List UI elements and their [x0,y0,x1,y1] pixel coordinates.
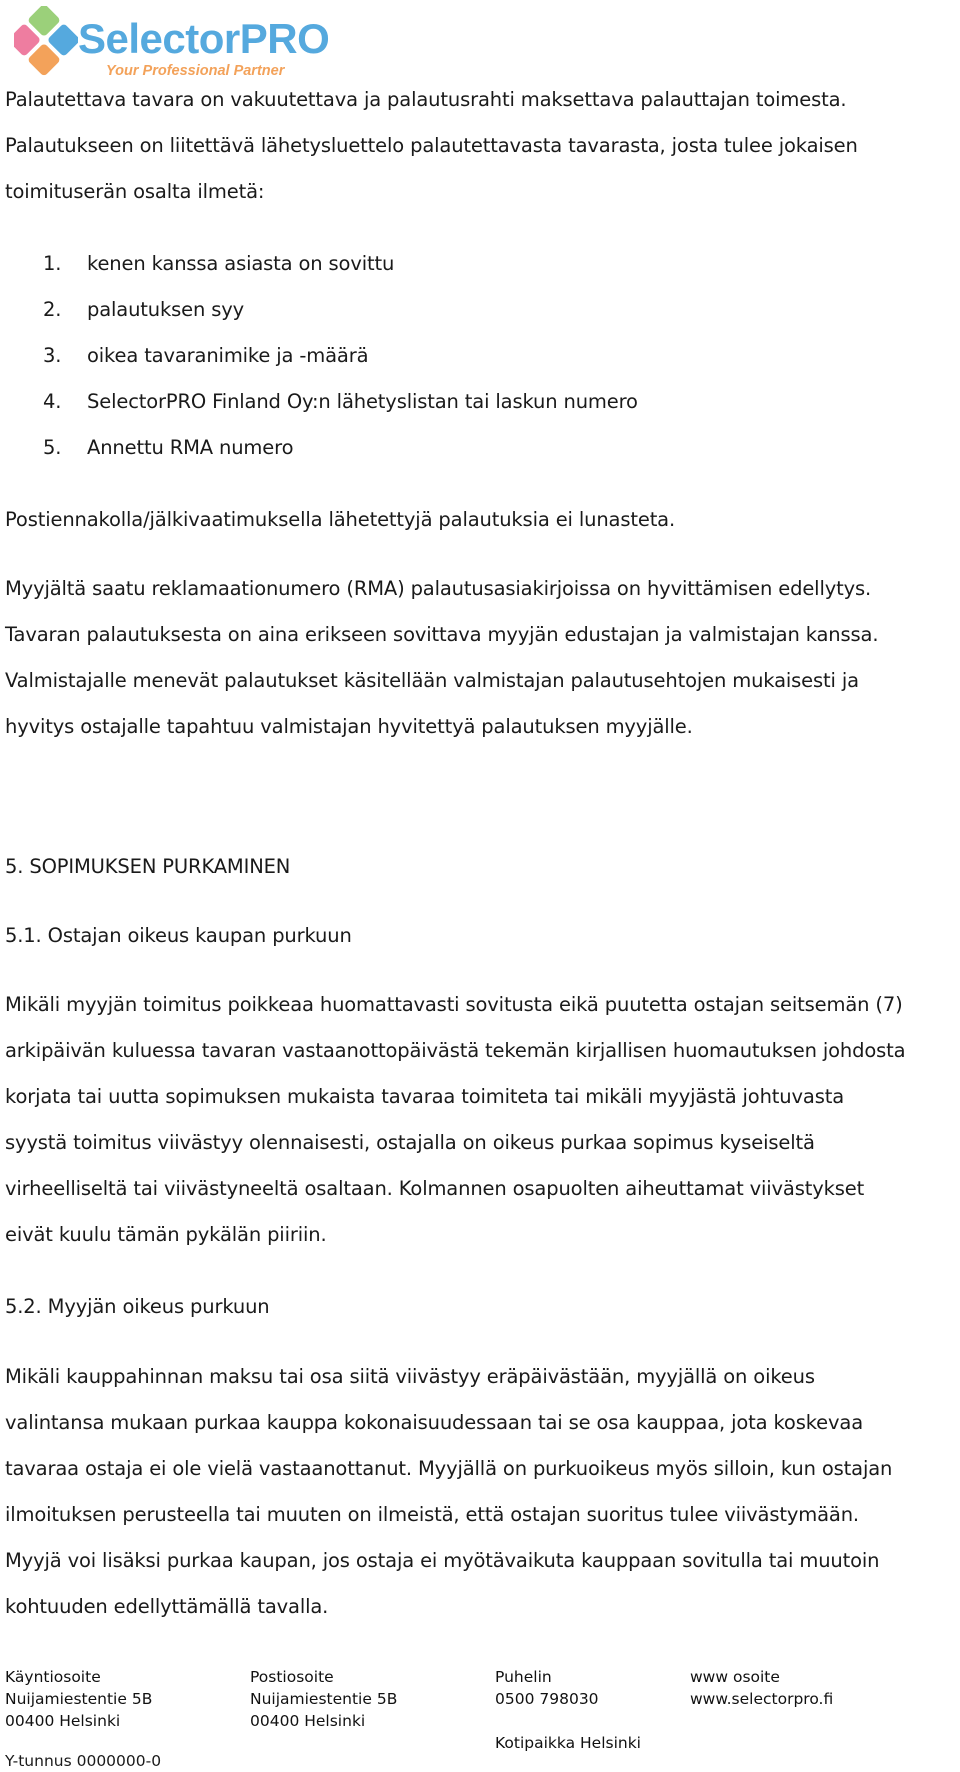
rma-line: Valmistajalle menevät palautukset käsitellään valmistajan palautusehtojen mukaisesti ja [5,669,859,692]
list-item: 2. palautuksen syy [43,298,245,321]
list-item: 4. SelectorPRO Finland Oy:n lähetyslistan tai laskun numero [43,390,638,413]
logo-diamond-icon [14,6,78,76]
section-5-2-body [5,1354,954,1630]
intro-line: toimituserän osalta ilmetä: [5,180,265,203]
footer-value: 00400 Helsinki [250,1712,366,1730]
document-body [5,77,954,215]
section-heading: 5. SOPIMUKSEN PURKAMINEN [5,855,291,878]
list-item: 3. oikea tavaranimike ja -määrä [43,344,369,367]
footer-visit-address [5,1666,152,1732]
intro-line: Palautettava tavara on vakuutettava ja palautusrahti maksettava palauttajan toimesta. [5,88,847,111]
section-5 [5,844,954,890]
list-item: 1. kenen kanssa asiasta on sovittu [43,252,395,275]
footer-website-link[interactable]: www.selectorpro.fi [690,1690,834,1708]
return-requirements-list [5,241,954,471]
company-logo [14,6,330,79]
footer-phone [495,1666,641,1754]
paragraph-line: valintansa mukaan purkaa kauppa kokonaisuudessaan tai se osa kauppaa, jota koskevaa [5,1411,864,1434]
paragraph-line: Myyjä voi lisäksi purkaa kaupan, jos ostaja ei myötävaikuta kauppaan sovitulla tai muutoin [5,1549,880,1572]
footer-value: Kotipaikka Helsinki [495,1734,641,1752]
business-id: Y-tunnus 0000000-0 [5,1752,162,1770]
list-item: 5. Annettu RMA numero [43,436,294,459]
postienna-text: Postiennakolla/jälkivaatimuksella lähetettyjä palautuksia ei lunasteta. [5,508,676,531]
rma-line: Myyjältä saatu reklamaationumero (RMA) palautusasiakirjoissa on hyvittämisen edellytys. [5,577,872,600]
footer-value: 00400 Helsinki [5,1712,121,1730]
intro-line: Palautukseen on liitettävä lähetysluettelo palautettavasta tavarasta, josta tulee jokaisen [5,134,858,157]
logo-wordmark: SelectorPRO [78,15,330,62]
rma-line: hyvitys ostajalle tapahtuu valmistajan hyvitettyä palautuksen myyjälle. [5,715,693,738]
footer-web [690,1666,833,1710]
footer-spacer [495,1710,641,1732]
rma-line: Tavaran palautuksesta on aina erikseen sovittava myyjän edustajan ja valmistajan kanssa. [5,623,879,646]
footer-label: Postiosoite [250,1668,334,1686]
section-5-1 [5,913,954,959]
subsection-heading: 5.1. Ostajan oikeus kaupan purkuun [5,924,352,947]
footer-label: Käyntiosoite [5,1668,101,1686]
paragraph-line: kohtuuden edellyttämällä tavalla. [5,1595,329,1618]
paragraph-line: Mikäli kauppahinnan maksu tai osa siitä viivästyy eräpäivästään, myyjällä on oikeus [5,1365,815,1388]
logo-tagline: Your Professional Partner [106,63,285,79]
paragraph-line: Mikäli myyjän toimitus poikkeaa huomattavasti sovitusta eikä puutetta ostajan seitsemän (7) [5,993,903,1016]
paragraph-line: syystä toimitus viivästyy olennaisesti, ostajalla on oikeus purkaa sopimus kyseiseltä [5,1131,815,1154]
paragraph-line: arkipäivän kuluessa tavaran vastaanottopäivästä tekemän kirjallisen huomautuksen johdosta [5,1039,906,1062]
paragraph-line: tavaraa ostaja ei ole vielä vastaanottanut. Myyjällä on purkuoikeus myös silloin, kun ostajan [5,1457,893,1480]
rma-paragraph [5,566,954,750]
paragraph-line: eivät kuulu tämän pykälän piiriin. [5,1223,327,1246]
postienna-block [5,497,954,543]
paragraph-line: ilmoituksen perusteella tai muuten on ilmeistä, että ostajan suoritus tulee viivästymään. [5,1503,859,1526]
paragraph-line: virheelliseltä tai viivästyneeltä osaltaan. Kolmannen osapuolten aiheuttamat viivästykset [5,1177,865,1200]
footer-label: Puhelin [495,1668,552,1686]
footer-post-address [250,1666,397,1732]
section-5-1-body [5,982,954,1258]
subsection-heading: 5.2. Myyjän oikeus purkuun [5,1295,270,1318]
footer-value: Nuijamiestentie 5B [5,1690,153,1708]
section-5-2 [5,1284,954,1330]
footer-value: Nuijamiestentie 5B [250,1690,398,1708]
paragraph-line: korjata tai uutta sopimuksen mukaista tavaraa toimiteta tai mikäli myyjästä johtuvasta [5,1085,844,1108]
footer-value: 0500 798030 [495,1690,599,1708]
footer-label: www osoite [690,1668,780,1686]
